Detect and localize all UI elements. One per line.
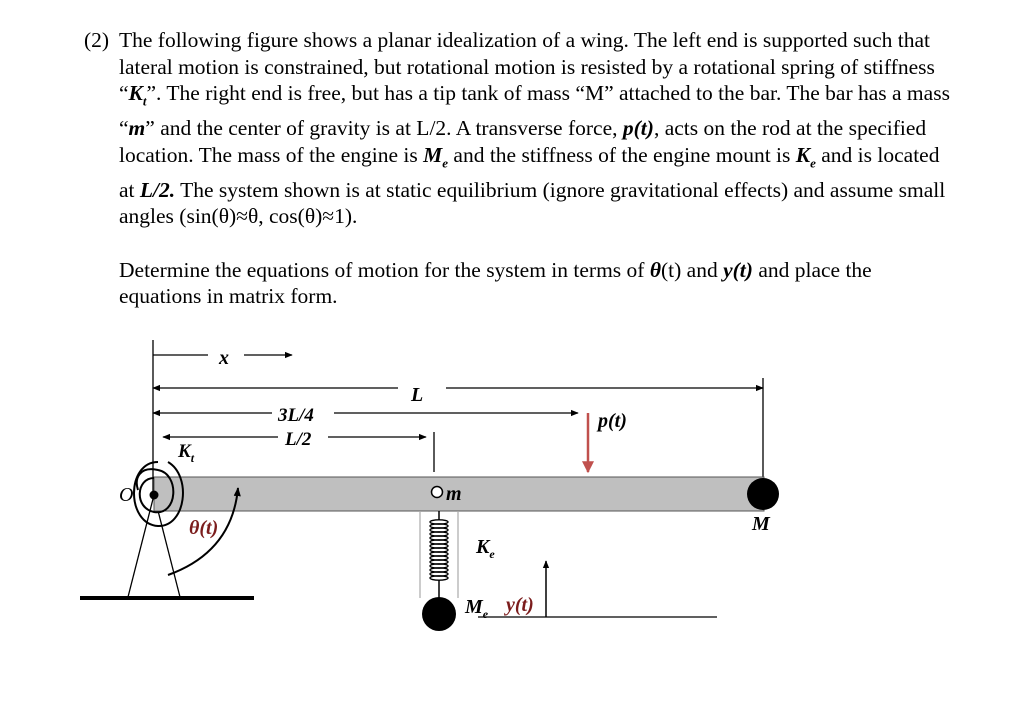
half-label: L/2: [285, 429, 312, 450]
theta-label: θ(t): [189, 517, 219, 539]
engine-mass-label: $M_e$: [465, 596, 489, 621]
kt-label: $K_t$: [178, 441, 195, 465]
three-quarter-label: 3L/4: [278, 405, 314, 426]
problem-number: (2): [84, 28, 110, 52]
y-label: y(t): [506, 594, 534, 616]
engine-mass: [422, 597, 456, 631]
pivot-label: O: [119, 484, 134, 506]
force-label: p(t): [598, 410, 627, 432]
problem-description: The following figure shows a planar idealization of a wing. The left end is supported such that lateral motion is constrained, but rotational motion is resisted by a rotational spring of stiffness “$K_t$”. The right end is free, but has a tip tank of mass “M” attached to the bar. The bar has a mass “m” and the center of gravity is at L/2. A transverse force, p(t), acts on the rod at the specified location. The mass of the engine is $M_e$ and the stiffness of the engine mount is $K_e$ and is located at L/2. The system shown is at static equilibrium (ignore gravitational effects) and assume small angles (sin(θ)≈θ, cos(θ)≈1).: [119, 28, 950, 229]
tip-mass-label: M: [752, 513, 770, 535]
L-label: L: [411, 384, 424, 406]
engine-mount-spring: [430, 520, 448, 580]
bar-mass-label: m: [446, 483, 462, 505]
tip-tank-mass: [747, 478, 779, 510]
problem-task: Determine the equations of motion for the system in terms of θ(t) and y(t) and place the equations in matrix form.: [119, 257, 872, 309]
pivot: [150, 491, 159, 500]
center-of-gravity: [432, 487, 443, 498]
ke-label: $K_e$: [476, 536, 495, 561]
x-label: x: [219, 347, 229, 369]
